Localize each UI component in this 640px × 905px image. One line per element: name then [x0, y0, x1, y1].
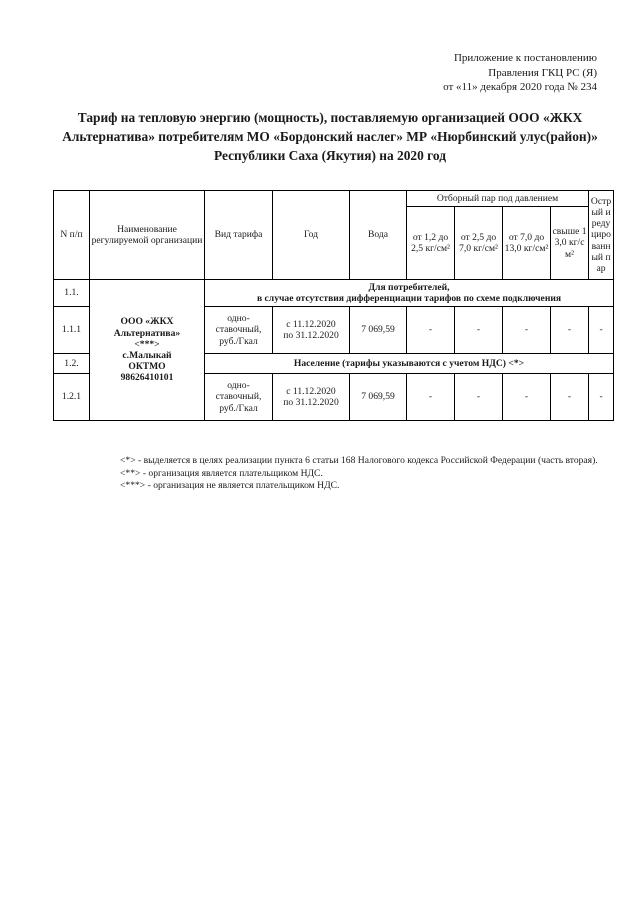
row-1-type: одно-ставочный, руб./Гкал [205, 307, 273, 354]
footnote-1: <*> - выделяется в целях реализации пункта 6 статьи 168 Налогового кодекса Российской Федерации (часть вторая). [120, 455, 598, 466]
row-1-pressure-3: - [503, 307, 551, 354]
footnote-3: <***> - организация не является плательщиком НДС. [120, 480, 340, 492]
header-year: Год [273, 191, 350, 280]
org-oktmo: 98626410101 [120, 372, 174, 384]
row-2-water: 7 069,59 [350, 374, 407, 421]
org-name-2: Альтернатива» [113, 327, 181, 339]
section-2-title: Население (тарифы указываются с учетом НДС) <*> [205, 354, 614, 374]
row-1-year [273, 307, 350, 354]
row-2-year [273, 374, 350, 421]
header-line-2: Правления ГКЦ РС (Я) [488, 66, 597, 79]
row-1-pressure-2: - [455, 307, 503, 354]
row-2-num: 1.2.1 [54, 374, 90, 421]
org-mark: <***> [134, 338, 160, 350]
section-1-line-2: в случае отсутствия дифференциации тарифов по схеме подключения [256, 293, 562, 304]
row-1-pressure-4: - [551, 307, 589, 354]
tariff-table [53, 190, 614, 421]
org-place: с.Малыкай [122, 350, 172, 361]
document-header [443, 51, 597, 95]
header-line-1: Приложение к постановлению [453, 52, 597, 64]
header-pressure-1: от 1,2 до 2,5 кг/см² [407, 207, 455, 280]
section-2-num: 1.2. [54, 354, 90, 374]
header-steam-group: Отборный пар под давлением [407, 191, 589, 207]
row-1-num: 1.1.1 [54, 307, 90, 354]
header-pressure-2: от 2,5 до 7,0 кг/см² [455, 207, 503, 280]
header-sharp-steam: Острый и редуцированный пар [589, 191, 614, 280]
document-title: Тариф на тепловую энергию (мощность), поставляемую организацией ООО «ЖКХ Альтернатива» потребителям МО «Бордонский наслег» МР «Нюрбинский улус(район)» Республики Саха (Якутия) на 2020 год [62, 110, 598, 163]
org-cell [90, 280, 205, 421]
row-1-year-to: по 31.12.2020 [283, 330, 339, 341]
header-pressure-4: свыше 13,0 кг/см² [551, 207, 589, 280]
row-1-sharp-steam: - [589, 307, 614, 354]
row-2-pressure-2: - [455, 374, 503, 421]
section-1-num: 1.1. [54, 280, 90, 307]
row-1-year-from: с 11.12.2020 [286, 318, 336, 330]
header-water: Вода [350, 191, 407, 280]
row-1-water: 7 069,59 [350, 307, 407, 354]
row-2-year-to: по 31.12.2020 [283, 397, 339, 408]
footnotes [78, 455, 598, 493]
header-tariff-type: Вид тарифа [205, 191, 273, 280]
row-2-type: одно-ставочный, руб./Гкал [205, 374, 273, 421]
row-2-year-from: с 11.12.2020 [286, 385, 336, 397]
footnote-2: <**> - организация является плательщиком НДС. [120, 467, 323, 479]
header-pressure-3: от 7,0 до 13,0 кг/см² [503, 207, 551, 280]
row-2-pressure-4: - [551, 374, 589, 421]
org-name-1: ООО «ЖКХ [120, 316, 174, 328]
row-2-pressure-1: - [407, 374, 455, 421]
row-2-sharp-steam: - [589, 374, 614, 421]
section-1-line-1: Для потребителей, [368, 281, 450, 293]
section-1-title [205, 280, 614, 307]
row-2-pressure-3: - [503, 374, 551, 421]
org-oktmo-label: ОКТМО [128, 361, 166, 373]
row-1-pressure-1: - [407, 307, 455, 354]
header-org: Наименование регулируемой организации [90, 191, 205, 280]
header-num: N п/п [54, 191, 90, 280]
header-line-3: от «11» декабря 2020 года № 234 [443, 81, 597, 93]
